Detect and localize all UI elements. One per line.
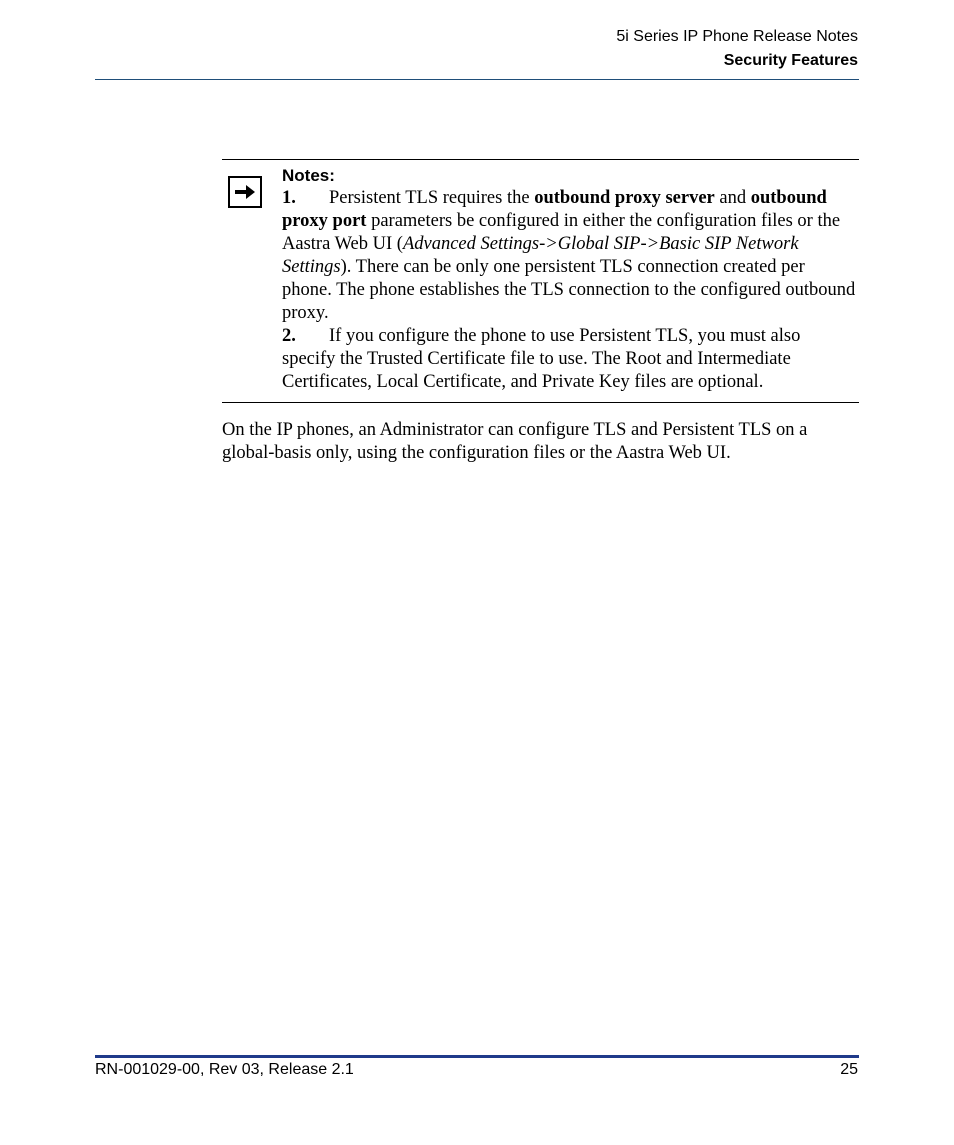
note-text: Persistent TLS requires the xyxy=(329,188,535,208)
footer-divider xyxy=(95,1055,859,1058)
note-text: and xyxy=(714,188,751,208)
right-arrow-icon xyxy=(228,176,262,208)
note-number: 2. xyxy=(282,326,296,346)
note-menu-path: Advanced Settings->Global SIP->Basic SIP Network Settings xyxy=(282,234,799,277)
body-paragraph: On the IP phones, an Administrator can configure TLS and Persistent TLS on a global-basis only, using the configuration files or the Aastra Web UI. xyxy=(222,420,808,463)
header-section-title: Security Features xyxy=(723,52,858,69)
notes-heading: Notes: xyxy=(282,166,335,185)
notes-list xyxy=(282,187,857,394)
notes-top-rule xyxy=(222,159,859,160)
note-text: parameters be configured in either the configuration files or the Aastra Web UI ( xyxy=(282,211,841,254)
note-item-1 xyxy=(282,187,857,325)
note-bold-term: outbound proxy server xyxy=(534,188,715,208)
note-bold-term: outbound proxy port xyxy=(282,188,827,231)
footer-doc-id: RN-001029-00, Rev 03, Release 2.1 xyxy=(95,1061,354,1078)
note-number: 1. xyxy=(282,188,296,208)
note-text: If you configure the phone to use Persistent TLS, you must also specify the Trusted Certificate file to use. The Root and Intermediate Certificates, Local Certificate, and Private Key files are optional. xyxy=(282,326,801,392)
header-doc-title: 5i Series IP Phone Release Notes xyxy=(616,28,858,45)
notes-bottom-rule xyxy=(222,402,859,403)
header-divider xyxy=(95,79,859,80)
note-text: ). There can be only one persistent TLS connection created per phone. The phone establishes the TLS connection to the configured outbound proxy. xyxy=(282,257,856,323)
footer-page-number: 25 xyxy=(840,1061,858,1078)
note-item-2 xyxy=(282,325,857,394)
